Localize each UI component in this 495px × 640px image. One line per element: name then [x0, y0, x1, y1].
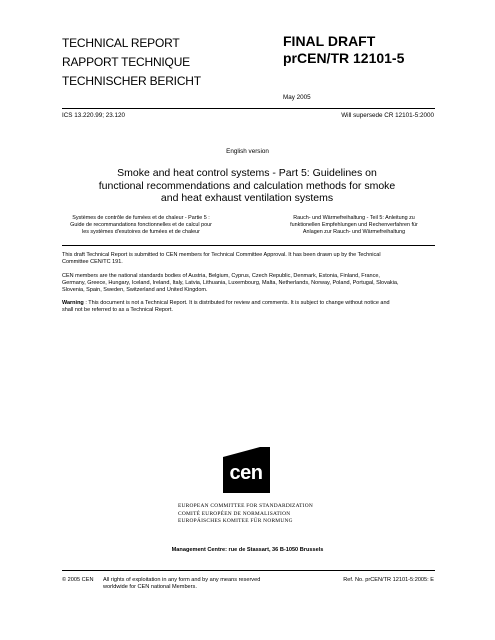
document-number: prCEN/TR 12101-5: [283, 50, 405, 66]
document-title: [82, 167, 412, 205]
management-centre: Management Centre: rue de Stassart, 36 B-1050 Brussels: [171, 547, 324, 553]
rights-notice: [103, 577, 260, 592]
french-title-line-1: Systèmes de contrôle de fumées et de chaleur - Partie 5 :: [72, 215, 210, 221]
cen-logo-text: cen: [229, 462, 263, 484]
warning-paragraph: [62, 300, 434, 314]
separator-rule: [62, 245, 435, 246]
approval-line-1: This draft Technical Report is submitted to CEN members for Technical Committee Approval. It has been drawn up by the Technical: [62, 252, 381, 258]
publication-date: May 2005: [283, 94, 311, 101]
members-line-3: Slovenia, Spain, Sweden, Switzerland and United Kingdom.: [62, 287, 208, 294]
members-line-2: Germany, Greece, Hungary, Iceland, Ireland, Italy, Latvia, Lithuania, Luxembourg, Malta, Netherlands, Norway, Poland, Portugal, Slovakia,: [62, 280, 399, 287]
title-line-1: Smoke and heat control systems - Part 5: Guidelines on: [117, 167, 377, 179]
draft-status: FINAL DRAFT: [283, 33, 376, 49]
warning-label: Warning: [62, 300, 84, 306]
title-line-3: and heat exhaust ventilation systems: [160, 192, 334, 204]
report-type-en: TECHNICAL REPORT: [62, 36, 180, 50]
cen-name-fr: COMITÉ EUROPÉEN DE NORMALISATION: [178, 510, 291, 517]
cen-logo: [223, 447, 270, 493]
header-rule: [62, 108, 435, 109]
french-title-line-2: Guide de recommandations fonctionnelles et de calcul pour: [70, 222, 212, 228]
german-title: [268, 215, 440, 236]
cen-name-en: EUROPEAN COMMITTEE FOR STANDARDIZATION: [178, 503, 313, 509]
report-type-de: TECHNISCHER BERICHT: [62, 74, 201, 88]
members-paragraph: [62, 273, 434, 295]
footer-rule: [62, 570, 435, 571]
approval-paragraph: [62, 252, 434, 266]
french-title-line-3: les systèmes d'exutoires de fumées et de chaleur: [82, 229, 200, 235]
warning-text: : This document is not a Technical Report. It is distributed for review and comments. It is subject to change without notice and: [83, 300, 390, 306]
approval-line-2: Committee CEN/TC 191.: [62, 259, 123, 266]
reference-number: Ref. No. prCEN/TR 12101-5:2005: E: [343, 577, 434, 583]
rights-line-1: All rights of exploitation in any form and by any means reserved: [103, 577, 261, 583]
report-type-fr: RAPPORT TECHNIQUE: [62, 55, 190, 69]
copyright: © 2005 CEN: [62, 577, 94, 583]
language-version: English version: [226, 148, 269, 155]
supersedes-note: Will supersede CR 12101-5:2000: [341, 112, 434, 119]
rights-line-2: worldwide for CEN national Members.: [103, 584, 197, 591]
german-title-line-1: Rauch- und Wärmefreihaltung - Teil 5: Anleitung zu: [293, 215, 415, 221]
title-line-2: functional recommendations and calculation methods for smoke: [98, 179, 396, 192]
cen-name-de: EUROPÄISCHES KOMITEE FÜR NORMUNG: [178, 518, 293, 525]
cen-logo-graphic: [223, 447, 270, 493]
french-title: [55, 215, 227, 236]
warning-line-1: [62, 300, 434, 307]
warning-line-2: shall not be referred to as a Technical Report.: [62, 307, 173, 314]
cen-name-block: [178, 503, 313, 526]
ics-code: ICS 13.220.99; 23.120: [62, 112, 126, 119]
german-title-line-2: funktionellen Empfehlungen und Rechenverfahren für: [290, 222, 418, 228]
members-line-1: CEN members are the national standards bodies of Austria, Belgium, Cyprus, Czech Republic, Denmark, Estonia, Finland, France,: [62, 273, 380, 279]
german-title-line-3: Anlagen zur Rauch- und Wärmefreihaltung: [302, 229, 406, 235]
